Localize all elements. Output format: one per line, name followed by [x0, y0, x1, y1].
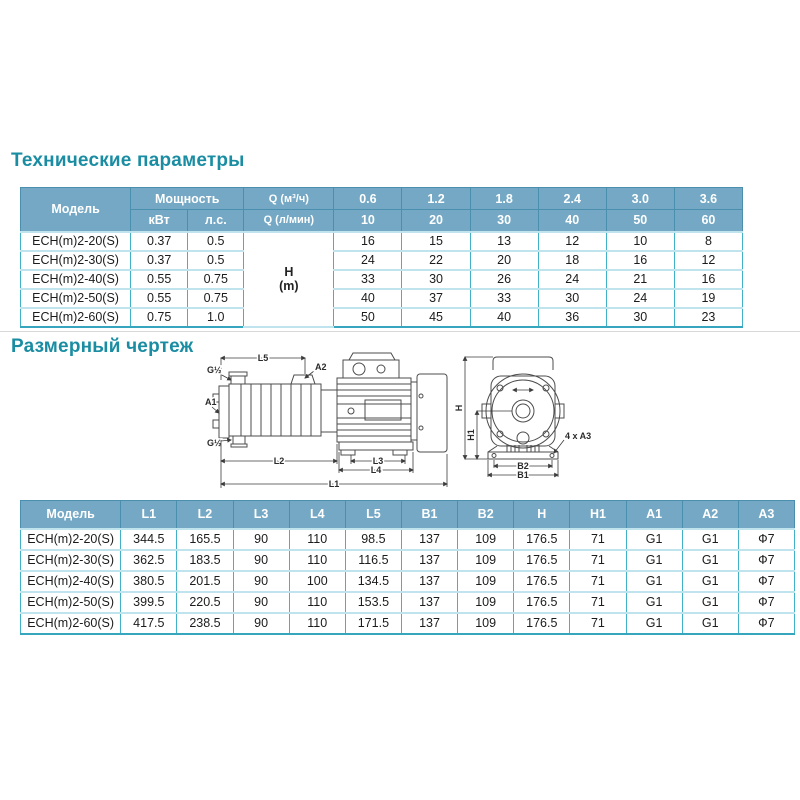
col-header-model: Модель [21, 501, 121, 529]
header-row [21, 501, 795, 529]
cell-dim: G1 [682, 592, 738, 613]
col-header-dim: H1 [570, 501, 626, 529]
cell-head-value: 37 [402, 289, 470, 308]
dim-g-half-top-label: G½ [207, 365, 222, 375]
cell-head-value: 30 [402, 270, 470, 289]
cell-model: ECH(m)2-40(S) [21, 270, 131, 289]
col-header-flow-lmin: 20 [402, 210, 470, 232]
cell-head-value: 16 [606, 251, 674, 270]
cell-dim: 110 [289, 592, 345, 613]
cell-head-unit [244, 232, 334, 327]
col-header-flow-lmin: 10 [334, 210, 402, 232]
cell-head-value: 15 [402, 232, 470, 251]
cell-dim: 110 [289, 550, 345, 571]
dim-l4-label: L4 [370, 465, 382, 475]
cell-dim: 137 [401, 592, 457, 613]
cell-dim: 98.5 [345, 529, 401, 550]
cell-head-value: 12 [538, 232, 606, 251]
header-row-1 [21, 188, 743, 210]
cell-dim: G1 [682, 550, 738, 571]
cell-head-value: 24 [538, 270, 606, 289]
cell-model: ECH(m)2-20(S) [21, 529, 121, 550]
cell-head-value: 24 [334, 251, 402, 270]
cell-dim: 380.5 [121, 571, 177, 592]
cell-dim: 110 [289, 613, 345, 634]
col-header-kw: кВт [131, 210, 188, 232]
cell-head-value: 40 [334, 289, 402, 308]
cell-dim: Ф7 [738, 529, 794, 550]
cell-dim: G1 [626, 613, 682, 634]
cell-model: ECH(m)2-30(S) [21, 550, 121, 571]
col-header-flow: 3.0 [606, 188, 674, 210]
cell-dim: 90 [233, 613, 289, 634]
cell-head-value: 40 [470, 308, 538, 327]
cell-model: ECH(m)2-30(S) [21, 251, 131, 270]
cell-dim: 362.5 [121, 550, 177, 571]
cell-head-value: 24 [606, 289, 674, 308]
cell-dim: 417.5 [121, 613, 177, 634]
col-header-flow: 3.6 [674, 188, 742, 210]
dim-l1-label: L1 [328, 479, 340, 489]
col-header-dim: L2 [177, 501, 233, 529]
cell-head-value: 18 [538, 251, 606, 270]
cell-dim: 116.5 [345, 550, 401, 571]
head-unit: (m) [279, 279, 299, 293]
technical-parameters-table [20, 187, 743, 328]
col-header-power: Мощность [131, 188, 244, 210]
dim-l3-label: L3 [372, 456, 384, 466]
cell-head-value: 33 [334, 270, 402, 289]
cell-head-value: 26 [470, 270, 538, 289]
cell-model: ECH(m)2-20(S) [21, 232, 131, 251]
cell-dim: 137 [401, 529, 457, 550]
cell-head-value: 30 [606, 308, 674, 327]
cell-dim: 176.5 [514, 592, 570, 613]
cell-kw: 0.55 [131, 270, 188, 289]
cell-dim: 71 [570, 592, 626, 613]
table-row [21, 529, 795, 550]
table-row [21, 251, 743, 270]
col-header-dim: H [514, 501, 570, 529]
cell-dim: 110 [289, 529, 345, 550]
cell-model: ECH(m)2-40(S) [21, 571, 121, 592]
table-row [21, 232, 743, 251]
dim-a2-label: A2 [315, 362, 327, 372]
cell-dim: G1 [682, 529, 738, 550]
cell-dim: 71 [570, 571, 626, 592]
dim-h1-label: H1 [466, 429, 476, 441]
col-header-dim: L1 [121, 501, 177, 529]
cell-dim: 90 [233, 592, 289, 613]
cell-kw: 0.37 [131, 251, 188, 270]
cell-dim: G1 [626, 592, 682, 613]
pump-front-view [454, 357, 591, 480]
cell-dim: G1 [626, 571, 682, 592]
cell-dim: 183.5 [177, 550, 233, 571]
pump-side-view [205, 353, 447, 489]
section-title-technical-parameters: Технические параметры [11, 150, 245, 171]
cell-dim: G1 [626, 529, 682, 550]
cell-head-value: 12 [674, 251, 742, 270]
col-header-q-m3h: Q (м³/ч) [244, 188, 334, 210]
col-header-dim: L3 [233, 501, 289, 529]
cell-dim: 153.5 [345, 592, 401, 613]
cell-hp: 0.5 [188, 251, 244, 270]
dimensions-table [20, 500, 795, 635]
cell-head-value: 23 [674, 308, 742, 327]
cell-dim: 176.5 [514, 529, 570, 550]
table-row [21, 270, 743, 289]
cell-dim: G1 [682, 571, 738, 592]
cell-head-value: 30 [538, 289, 606, 308]
col-header-flow-lmin: 60 [674, 210, 742, 232]
cell-dim: 100 [289, 571, 345, 592]
col-header-flow-lmin: 30 [470, 210, 538, 232]
col-header-dim: B2 [458, 501, 514, 529]
cell-kw: 0.55 [131, 289, 188, 308]
cell-kw: 0.75 [131, 308, 188, 327]
dim-h-label: H [454, 404, 464, 412]
col-header-dim: B1 [401, 501, 457, 529]
dim-b2-label: B2 [517, 461, 529, 471]
cell-dim: 165.5 [177, 529, 233, 550]
table-row [21, 289, 743, 308]
cell-dim: 90 [233, 571, 289, 592]
table-row [21, 308, 743, 327]
cell-head-value: 16 [334, 232, 402, 251]
col-header-hp: л.с. [188, 210, 244, 232]
cell-dim: 171.5 [345, 613, 401, 634]
cell-head-value: 8 [674, 232, 742, 251]
cell-model: ECH(m)2-60(S) [21, 308, 131, 327]
cell-head-value: 16 [674, 270, 742, 289]
cell-hp: 0.5 [188, 232, 244, 251]
cell-dim: 71 [570, 550, 626, 571]
col-header-flow-lmin: 50 [606, 210, 674, 232]
col-header-dim: A3 [738, 501, 794, 529]
dim-a1-label: A1 [205, 397, 217, 407]
cell-dim: 399.5 [121, 592, 177, 613]
cell-dim: 90 [233, 550, 289, 571]
col-header-flow: 1.2 [402, 188, 470, 210]
col-header-dim: L5 [345, 501, 401, 529]
col-header-flow: 0.6 [334, 188, 402, 210]
table-row [21, 613, 795, 634]
cell-dim: Ф7 [738, 592, 794, 613]
cell-dim: 90 [233, 529, 289, 550]
cell-hp: 1.0 [188, 308, 244, 327]
cell-dim: G1 [626, 550, 682, 571]
table-row [21, 571, 795, 592]
col-header-flow: 2.4 [538, 188, 606, 210]
section-divider [0, 331, 800, 332]
dim-l5-label: L5 [257, 353, 269, 363]
cell-head-value: 21 [606, 270, 674, 289]
col-header-model: Модель [21, 188, 131, 232]
cell-dim: Ф7 [738, 550, 794, 571]
cell-dim: 238.5 [177, 613, 233, 634]
col-header-dim: A2 [682, 501, 738, 529]
cell-dim: G1 [682, 613, 738, 634]
col-header-flow-lmin: 40 [538, 210, 606, 232]
cell-dim: 137 [401, 571, 457, 592]
col-header-dim: L4 [289, 501, 345, 529]
cell-dim: 220.5 [177, 592, 233, 613]
cell-dim: 71 [570, 529, 626, 550]
table-row [21, 592, 795, 613]
cell-dim: 137 [401, 550, 457, 571]
cell-dim: 71 [570, 613, 626, 634]
dim-bolts-label: 4 x A3 [565, 431, 592, 441]
cell-head-value: 22 [402, 251, 470, 270]
cell-dim: 176.5 [514, 550, 570, 571]
cell-model: ECH(m)2-60(S) [21, 613, 121, 634]
cell-dim: 109 [458, 529, 514, 550]
cell-head-value: 20 [470, 251, 538, 270]
cell-dim: 109 [458, 571, 514, 592]
cell-dim: 109 [458, 550, 514, 571]
cell-head-value: 13 [470, 232, 538, 251]
cell-model: ECH(m)2-50(S) [21, 592, 121, 613]
dim-b1-label: B1 [517, 470, 529, 480]
cell-head-value: 36 [538, 308, 606, 327]
dim-l2-label: L2 [273, 456, 285, 466]
cell-kw: 0.37 [131, 232, 188, 251]
cell-dim: 176.5 [514, 571, 570, 592]
cell-dim: 109 [458, 613, 514, 634]
col-header-q-lmin: Q (л/мин) [244, 210, 334, 232]
section-title-dimensional-drawing: Размерный чертеж [11, 336, 194, 357]
col-header-dim: A1 [626, 501, 682, 529]
cell-model: ECH(m)2-50(S) [21, 289, 131, 308]
cell-hp: 0.75 [188, 289, 244, 308]
cell-head-value: 33 [470, 289, 538, 308]
col-header-flow: 1.8 [470, 188, 538, 210]
head-letter: H [284, 264, 294, 279]
cell-dim: 344.5 [121, 529, 177, 550]
cell-head-value: 50 [334, 308, 402, 327]
cell-dim: Ф7 [738, 613, 794, 634]
table-row [21, 550, 795, 571]
dimensional-drawing [205, 350, 665, 498]
dim-g-half-bottom-label: G½ [207, 438, 222, 448]
cell-dim: 201.5 [177, 571, 233, 592]
cell-dim: Ф7 [738, 571, 794, 592]
cell-head-value: 19 [674, 289, 742, 308]
cell-dim: 109 [458, 592, 514, 613]
cell-dim: 137 [401, 613, 457, 634]
cell-head-value: 10 [606, 232, 674, 251]
cell-head-value: 45 [402, 308, 470, 327]
cell-dim: 134.5 [345, 571, 401, 592]
cell-hp: 0.75 [188, 270, 244, 289]
cell-dim: 176.5 [514, 613, 570, 634]
